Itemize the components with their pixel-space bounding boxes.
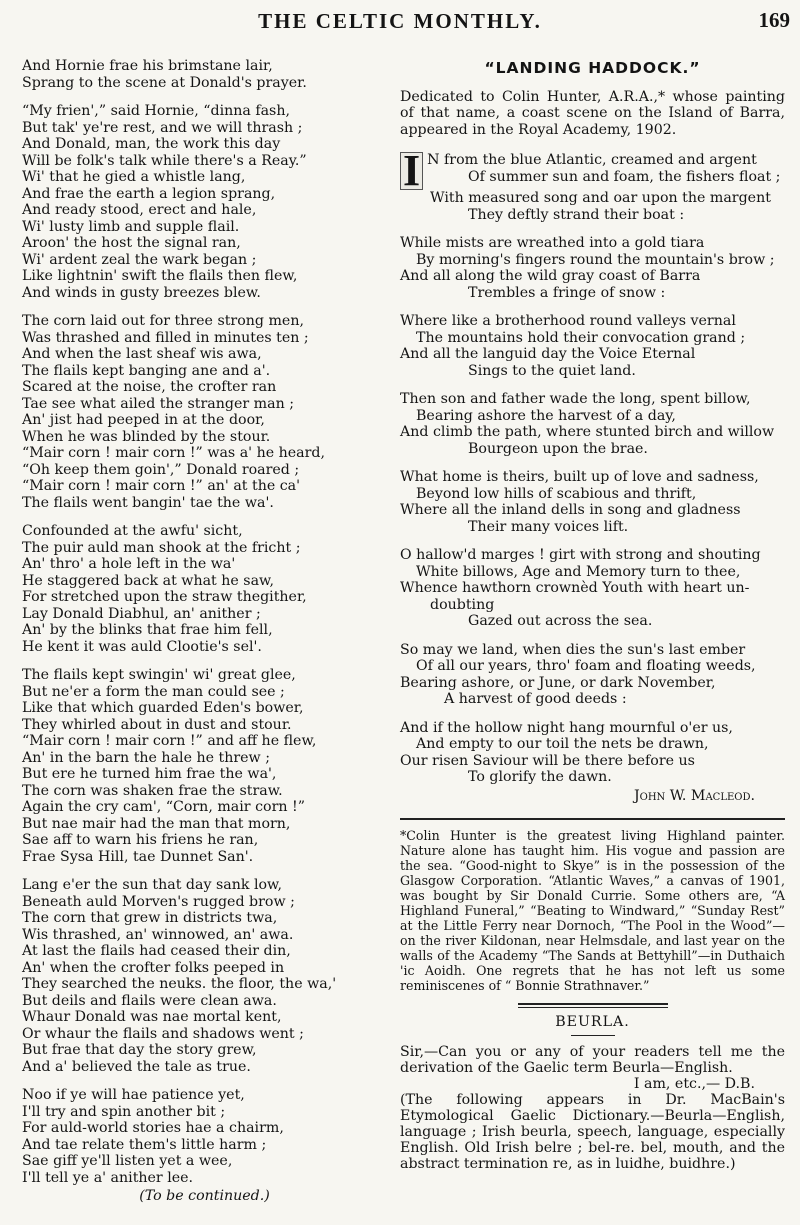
poem-line: Will be folk's talk while there's a Reay.”: [22, 152, 307, 169]
letter-body: Sir,—Can you or any of your readers tell me the derivation of the Gaelic term Beurla—English.: [400, 1043, 785, 1076]
poem-line: And ready stood, erect and hale,: [22, 202, 257, 218]
poem-line: Sae giff ye'll listen yet a wee,: [22, 1153, 233, 1169]
poem-line: The flails kept banging ane and a'.: [22, 362, 271, 379]
poem-line: But deils and flails were clean awa.: [22, 992, 277, 1009]
poem-line: But tak' ye're rest, and we will thrash ;: [22, 119, 303, 136]
poem-line: White billows, Age and Memory turn to thee,: [416, 563, 741, 580]
poem-line: I'll try and spin another bit ;: [22, 1103, 226, 1120]
poem-line: Whaur Donald was nae mortal kent,: [22, 1009, 282, 1025]
poem-line: Bourgeon upon the brae.: [468, 440, 648, 457]
poem-line: Wi' lusty limb and supple flail.: [22, 218, 240, 235]
poem-line: Their many voices lift.: [468, 518, 629, 535]
poem-line: Again the cry cam', “Corn, mair corn !”: [22, 799, 305, 815]
poem-line: “Oh keep them goin',” Donald roared ;: [22, 461, 300, 478]
letter-signoff: I am, etc.,— D.B.: [633, 1075, 755, 1092]
poem-line: And if the hollow night hang mournful o'er us,: [400, 719, 733, 736]
poem-line: Aroon' the host the signal ran,: [22, 235, 241, 251]
poem-line: By morning's fingers round the mountain's brow ;: [416, 251, 775, 268]
poem-line: “Mair corn ! mair corn !” and aff he flew,: [22, 733, 317, 749]
section-divider: [518, 1003, 668, 1008]
poem-line: While mists are wreathed into a gold tiara: [400, 235, 705, 251]
poem-line: An' in the barn the hale he threw ;: [22, 749, 270, 766]
poem-line: A harvest of good deeds :: [444, 691, 627, 707]
stanza: [22, 58, 387, 91]
poem-line: And frae the earth a legion sprang,: [22, 185, 276, 202]
poem-line: And Donald, man, the work this day: [22, 136, 281, 152]
poem-line: Wi' that he gied a whistle lang,: [22, 169, 246, 185]
poem-line: Then son and father wade the long, spent billow,: [400, 391, 751, 407]
stanza: [400, 469, 785, 535]
poem-line: doubting: [430, 596, 495, 613]
poem-line: He staggered back at what he saw,: [22, 572, 275, 589]
poem-line: When he was blinded by the stour.: [22, 428, 271, 445]
poem-line: Like that which guarded Eden's bower,: [22, 700, 304, 716]
section-title: BEURLA.: [555, 1014, 630, 1030]
poem-line: So may we land, when dies the sun's last ember: [400, 641, 746, 658]
poem-line: Trembles a fringe of snow :: [468, 284, 666, 301]
poem-line: And climb the path, where stunted birch and willow: [400, 424, 775, 440]
drop-cap: I: [400, 152, 423, 190]
page-number: 169: [758, 8, 790, 32]
poem-line: Frae Sysa Hill, tae Dunnet San'.: [22, 848, 254, 865]
poem-author: John W. Macleod.: [633, 787, 755, 804]
poem-line: For stretched upon the straw thegither,: [22, 589, 307, 605]
poem-line: Scared at the noise, the crofter ran: [22, 379, 277, 395]
poem-line: An' jist had peeped in at the door,: [22, 412, 265, 428]
poem-line: N from the blue Atlantic, creamed and argent: [427, 152, 757, 168]
dedication: Dedicated to Colin Hunter, A.R.A.,* whose painting of that name, a coast scene on the Island of Barra, appeared in the Royal Academy, 1902.: [400, 88, 785, 138]
poem-line: Sae aff to warn his friens he ran,: [22, 832, 259, 848]
poem-line: For auld-world stories hae a chairm,: [22, 1120, 284, 1136]
stanza: [400, 313, 785, 379]
stanza: [22, 877, 387, 1075]
poem-line: And tae relate them's little harm ;: [22, 1136, 267, 1153]
poem-title: “LANDING HADDOCK.”: [484, 59, 701, 77]
divider: [400, 818, 785, 820]
page-header: [0, 0, 800, 40]
poem-line: Confounded at the awfu' sicht,: [22, 523, 243, 539]
poem-line: Where like a brotherhood round valleys vernal: [400, 313, 736, 329]
poem-line: With measured song and oar upon the margent: [430, 190, 771, 206]
stanza: [22, 523, 387, 655]
poem-line: At last the flails had ceased their din,: [22, 943, 291, 959]
stanza: [22, 1087, 387, 1186]
poem-line: To glorify the dawn.: [468, 769, 612, 785]
stanza: [22, 313, 387, 511]
poem-line: “Mair corn ! mair corn !” was a' he heard,: [22, 445, 325, 461]
stanza: [400, 146, 785, 223]
poem-line: And all along the wild gray coast of Barra: [400, 268, 701, 284]
poem-line: But ne'er a form the man could see ;: [22, 683, 285, 700]
poem-line: Was thrashed and filled in minutes ten ;: [22, 329, 309, 346]
poem-line: The mountains hold their convocation grand ;: [416, 329, 746, 346]
poem-line: But frae that day the story grew,: [22, 1042, 257, 1058]
poem-line: And all the languid day the Voice Eternal: [400, 346, 696, 362]
poem-line: Gazed out across the sea.: [468, 613, 653, 629]
poem-line: I'll tell ye a' anither lee.: [22, 1169, 194, 1186]
poem-line: Bearing ashore the harvest of a day,: [416, 407, 676, 424]
poem-line: And when the last sheaf wis awa,: [22, 346, 262, 362]
poem-line: Sings to the quiet land.: [468, 362, 636, 379]
poem-line: What home is theirs, built up of love and sadness,: [400, 469, 759, 485]
poem-line: Like lightnin' swift the flails then flew,: [22, 268, 298, 284]
stanza: [22, 667, 387, 865]
right-column: [400, 58, 785, 1172]
poem-line: He kent it was auld Clootie's sel'.: [22, 638, 262, 655]
poem-line: Or whaur the flails and shadows went ;: [22, 1025, 304, 1042]
poem-line: Of all our years, thro' foam and floating weeds,: [416, 658, 756, 674]
poem-line: Lang e'er the sun that day sank low,: [22, 877, 283, 893]
poem-line: The flails kept swingin' wi' great glee,: [22, 667, 296, 683]
poem-line: Our risen Saviour will be there before us: [400, 752, 695, 769]
poem-line: Wis thrashed, an' winnowed, an' awa.: [22, 926, 294, 943]
poem-line: They searched the neuks. the floor, the wa,': [22, 976, 337, 992]
poem-line: And a' believed the tale as true.: [22, 1058, 251, 1075]
poem-line: Beyond low hills of scabious and thrift,: [416, 485, 697, 502]
poem-line: Bearing ashore, or June, or dark November,: [400, 674, 716, 691]
journal-title: THE CELTIC MONTHLY.: [258, 9, 542, 33]
poem-line: The corn was shaken frae the straw.: [22, 782, 283, 799]
poem-line: “Mair corn ! mair corn !” an' at the ca': [22, 478, 301, 494]
stanza: [22, 103, 387, 301]
stanza: [400, 547, 785, 630]
poem-line: They whirled about in dust and stour.: [22, 716, 292, 733]
poem-line: An' by the blinks that frae him fell,: [22, 622, 273, 638]
poem-line: And Hornie frae his brimstane lair,: [22, 58, 273, 74]
poem-line: The corn laid out for three strong men,: [22, 313, 304, 329]
poem-line: The corn that grew in districts twa,: [22, 910, 278, 926]
stanza: [400, 235, 785, 301]
left-column: [22, 58, 387, 1205]
poem-line: Lay Donald Diabhul, an' anither ;: [22, 605, 261, 622]
poem-line: They deftly strand their boat :: [468, 206, 685, 223]
poem-line: O hallow'd marges ! girt with strong and shouting: [400, 547, 761, 563]
poem-line: But ere he turned him frae the wa',: [22, 766, 277, 782]
poem-line: Of summer sun and foam, the fishers float ;: [468, 168, 781, 185]
stanza: [400, 720, 785, 786]
poem-line: Beneath auld Morven's rugged brow ;: [22, 893, 295, 910]
footnote: *Colin Hunter is the greatest living Highland painter. Nature alone has taught him. His vogue and passion are the sea. “Good-night to Skye” is in the possession of the Glasgow Corporation. “Atlantic Waves,” a canvas of 1901, was bought by Sir Donald Currie. Some others are, “A Highland Funeral,” “Beating to Windward,” “Sunday Rest” at the Little Ferry near Dornoch, “The Pool in the Wood”—on the river Kildonan, near Helmsdale, and last year on the walls of the Academy “The Sands at Bettyhill”—in Duthaich 'ic Aoidh. One regrets that he has not left us some reminiscenes of “ Bonnie Strathnaver.”: [400, 828, 785, 993]
poem-line: And empty to our toil the nets be drawn,: [416, 736, 709, 752]
to-be-continued: (To be continued.): [139, 1188, 270, 1204]
poem-line: Noo if ye will hae patience yet,: [22, 1087, 245, 1103]
poem-line: But nae mair had the man that morn,: [22, 815, 291, 832]
poem-line: And winds in gusty breezes blew.: [22, 284, 261, 301]
poem-line: Sprang to the scene at Donald's prayer.: [22, 74, 307, 91]
poem-line: “My frien',” said Hornie, “dinna fash,: [22, 103, 290, 119]
stanza: [400, 642, 785, 708]
short-divider: [571, 1035, 615, 1036]
poem-line: Where all the inland dells in song and gladness: [400, 502, 741, 518]
poem-line: The flails went bangin' tae the wa'.: [22, 494, 274, 511]
poem-line: Wi' ardent zeal the wark began ;: [22, 251, 257, 268]
poem-line: Tae see what ailed the stranger man ;: [22, 395, 294, 412]
poem-line: The puir auld man shook at the fricht ;: [22, 539, 301, 556]
stanza: [400, 391, 785, 457]
poem-line: An' when the crofter folks peeped in: [22, 959, 285, 976]
letter-reply: (The following appears in Dr. MacBain's Etymological Gaelic Dictionary.—Beurla—English, language ; Irish beurla, speech, language, especially English. Old Irish belre ; bel-re. bel, mouth, and the abstract termination re, as in luidhe, buidhre.): [400, 1091, 785, 1172]
poem-line: Whence hawthorn crownèd Youth with heart un-: [400, 580, 750, 596]
poem-line: An' thro' a hole left in the wa': [22, 556, 236, 572]
